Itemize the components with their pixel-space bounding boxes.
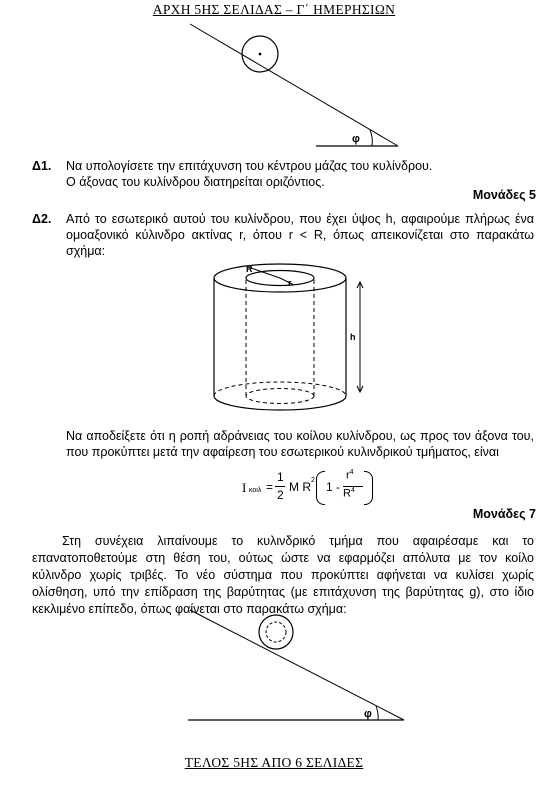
page-footer: ΤΕΛΟΣ 5ΗΣ ΑΠΟ 6 ΣΕΛΙΔΕΣ — [184, 755, 364, 770]
outer-cylinder — [259, 615, 293, 649]
inner-bottom-ellipse — [246, 389, 314, 404]
d1-label: Δ1. — [32, 159, 52, 173]
formula-frac-num: $r^4$ — [346, 469, 354, 482]
d1-line1: Να υπολογίσετε την επιτάχυνση του κέντρου μάζας του κυλίνδρου. — [66, 159, 433, 173]
formula-right-paren — [364, 471, 373, 505]
radius-R-line — [248, 267, 280, 278]
formula-half-den: 2 — [277, 488, 284, 502]
radius-r-line — [280, 278, 294, 285]
incline-figure-2 — [186, 606, 412, 726]
incline-figure-1 — [186, 20, 406, 152]
inner-cylinder — [266, 622, 286, 642]
angle-arc — [376, 706, 378, 720]
incline-surface — [190, 24, 398, 146]
moment-of-inertia-formula — [242, 468, 382, 508]
continuation-paragraph: Στη συνέχεια λιπαίνουμε το κυλινδρικό τμήμα που αφαιρέσαμε και το επανατοποθετούμε στη θέση του, ούτως ώστε να εφαρμόζει απόλυτα με τον κοίλο κύλινδρο χωρίς τριβές. Το νέο σύστημα που προκύπτει αφήνεται να κυλίσει χωρίς ολίσθηση, υπό την επίδραση της βαρύτητας (με επιτάχυνση της βαρύτητας g), στο ίδιο κεκλιμένο επίπεδο, όπως φαίνεται στο παρακάτω σχήμα: — [32, 534, 534, 616]
angle-arc — [370, 130, 372, 146]
d1-points: Μονάδες 5 — [472, 188, 536, 202]
formula-subscript: κοιλ — [249, 487, 262, 494]
formula-MR-square: 2 — [311, 477, 315, 484]
formula-one-minus: 1 - — [326, 480, 341, 494]
angle-label: φ — [352, 133, 360, 145]
formula-half-bar — [275, 486, 285, 487]
incline-surface — [190, 610, 404, 720]
hollow-cylinder-figure — [200, 258, 370, 420]
formula-left-paren — [316, 471, 325, 505]
d2-points: Μονάδες 7 — [472, 507, 536, 521]
d2-text: Από το εσωτερικό αυτού του κυλίνδρου, που έχει ύψος h, αφαιρούμε πλήρως ένα ομοαξονικό κύλινδρο ακτίνας r, όπου r < R, όπως απεικονίζεται στο παρακάτω σχήμα: — [66, 212, 534, 258]
formula-I: I — [242, 480, 247, 495]
d1-line2: Ο άξονας του κυλίνδρου διατηρείται οριζόντιος. — [66, 175, 325, 189]
d2-text2: Να αποδείξετε ότι η ροπή αδράνειας του κοίλου κυλίνδρου, ως προς τον άξονα του, που προκύπτει μετά την αφαίρεση του εσωτερικού κυλινδρικού τμήματος, είναι — [66, 429, 534, 459]
height-label: h — [350, 332, 356, 342]
radius-R-label: R — [246, 264, 253, 274]
formula-MR: M R — [289, 480, 311, 494]
formula-equals: = — [266, 480, 274, 494]
formula-half-num: 1 — [277, 470, 284, 484]
page-header: ΑΡΧΗ 5ΗΣ ΣΕΛΙΔΑΣ – Γ΄ ΗΜΕΡΗΣΙΩΝ — [152, 2, 396, 17]
cylinder-center — [259, 53, 262, 56]
radius-r-label: r — [288, 278, 292, 288]
angle-label: φ — [364, 708, 372, 720]
formula-frac-den: $R^4$ — [343, 487, 355, 500]
d2-label: Δ2. — [32, 212, 52, 226]
